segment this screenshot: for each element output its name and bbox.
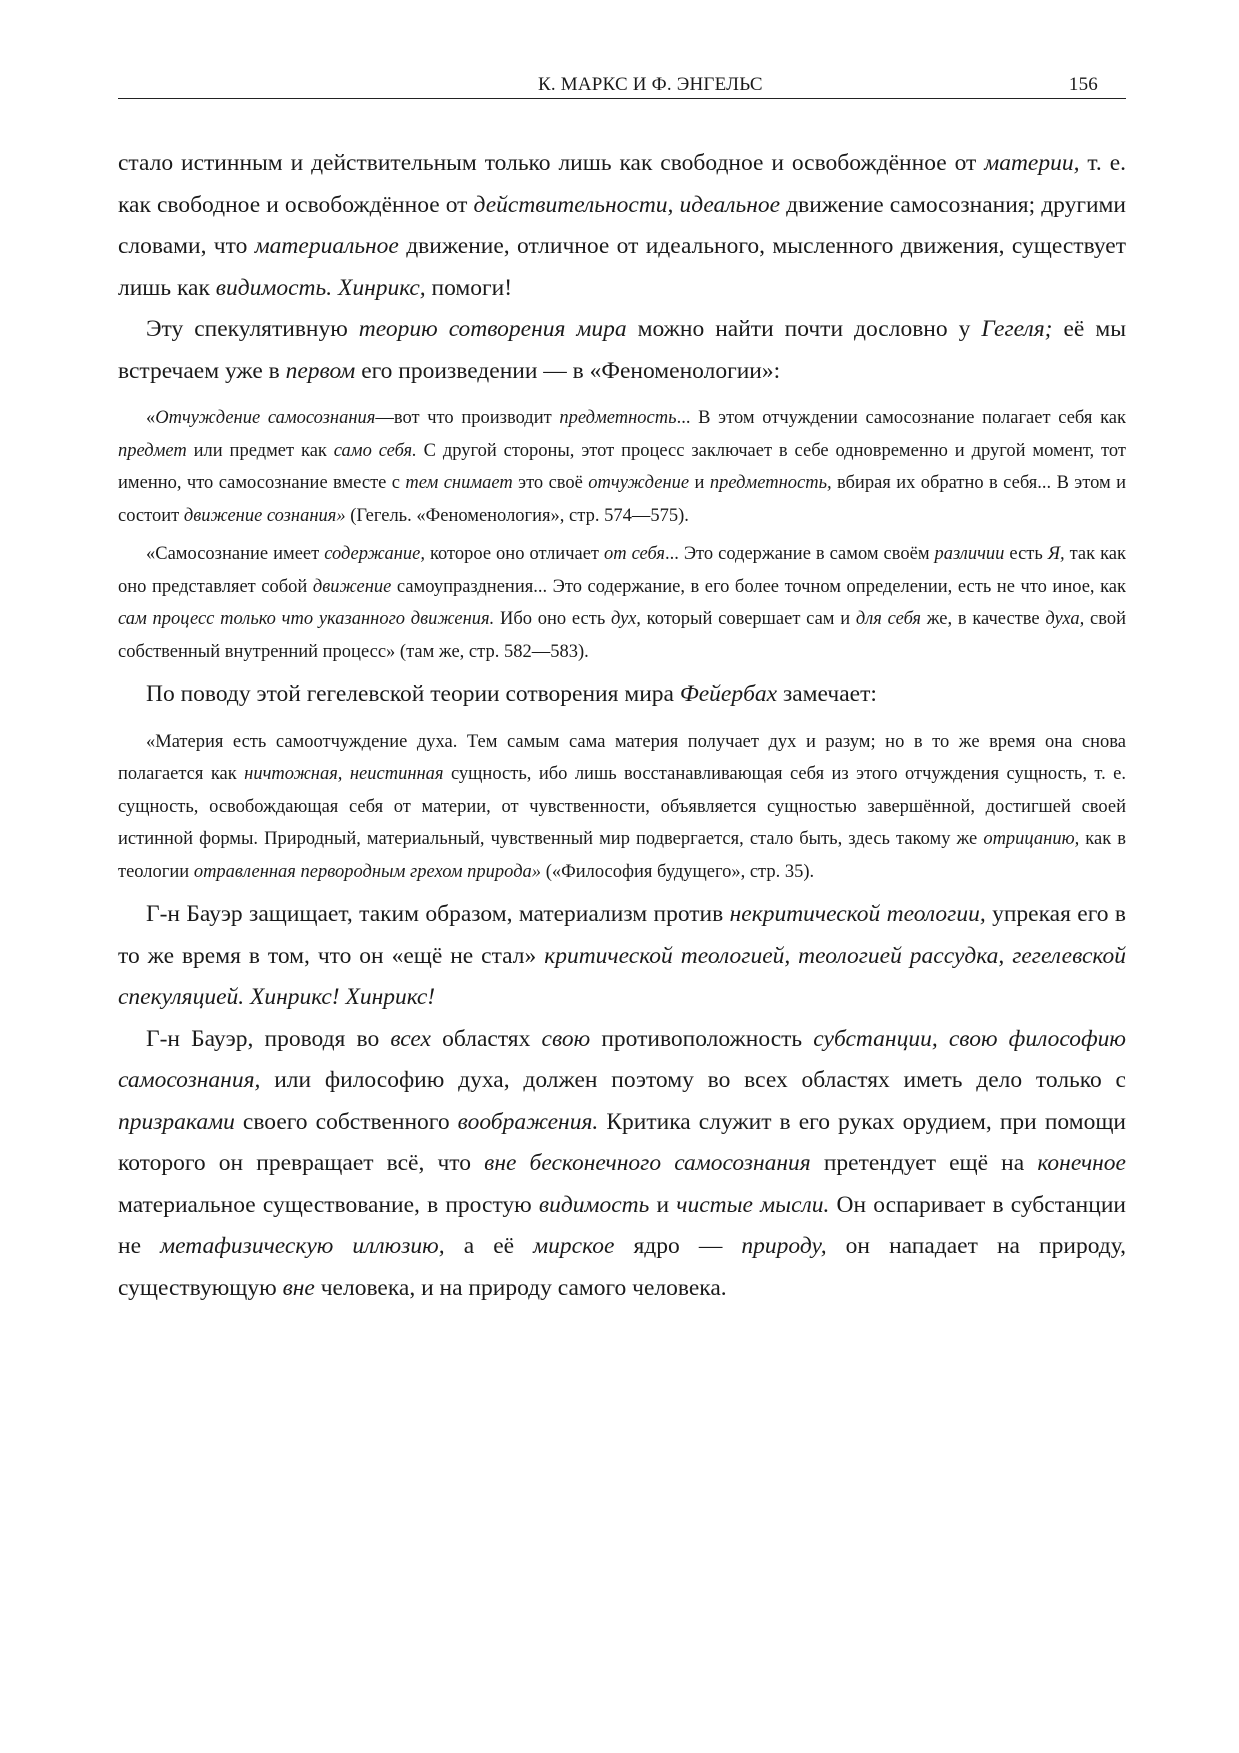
text-run: самоупразднения... Это содержание, в его более точном определении, есть не что иное, как — [391, 576, 1126, 597]
text-run: —вот что производит — [375, 408, 560, 428]
emphasis-text: всех — [390, 1025, 431, 1052]
emphasis-text: действительности, идеальное — [473, 191, 781, 218]
emphasis-text: само себя. — [333, 440, 417, 461]
text-run: вбирая их обратно в себя... В этом и состоит — [118, 473, 1126, 526]
emphasis-text: движение — [312, 576, 392, 597]
emphasis-text: предметность — [559, 408, 677, 428]
paragraph — [118, 894, 1126, 1019]
paragraph — [118, 143, 1126, 309]
text-run: ... Это содержание в самом своём — [664, 544, 935, 564]
emphasis-text: содержание, — [324, 544, 426, 564]
text-run: есть — [1004, 544, 1048, 564]
text-run: или философию духа, должен поэтому во всех областях иметь дело только с — [260, 1067, 1126, 1093]
text-run: противоположность — [590, 1025, 814, 1052]
block-quote — [118, 726, 1126, 889]
text-run: (Гегель. «Феноменология», стр. 574—575). — [345, 505, 689, 526]
text-run: движение самосознания; другими словами, что — [118, 191, 1127, 259]
text-run: помоги! — [425, 274, 513, 301]
emphasis-text: видимость. Хинрикс, — [215, 274, 426, 301]
emphasis-text: вне бесконечного самосознания — [484, 1150, 811, 1176]
emphasis-text: различии — [934, 544, 1005, 564]
emphasis-text: отрицанию, — [983, 829, 1080, 849]
text-run: Г-н Бауэр защищает, таким образом, материализм против — [146, 901, 730, 927]
text-run: движение, отличное от идеального, мысленного движения, существует лишь как — [118, 233, 1127, 301]
text-run: «Самосознание имеет — [146, 544, 325, 564]
emphasis-text: чистые мысли. — [676, 1191, 830, 1218]
text-run: «Материя есть самоотчуждение духа. Тем самым сама материя получает дух и разум; но в то же время она снова полагается как — [118, 731, 1126, 784]
emphasis-text: первом — [285, 357, 356, 384]
emphasis-text: тем снимает — [405, 473, 513, 493]
emphasis-text: природу, — [741, 1233, 827, 1259]
emphasis-text: отчуждение — [588, 473, 690, 493]
text-run: своего собственного — [234, 1108, 458, 1135]
emphasis-text: ничтожная, неистинная — [244, 764, 444, 784]
emphasis-text: дух, — [611, 609, 641, 629]
text-run: это своё — [512, 473, 589, 493]
emphasis-text: теорию сотворения мира — [358, 316, 627, 342]
block-quote — [118, 538, 1126, 668]
emphasis-text: критической теологией, теологией рассудка, гегелевской спекуляцией. Хинрикс! Хинрикс! — [118, 942, 1126, 1010]
text-run: свой собственный внутренний процесс» (там же, стр. 582—583). — [118, 609, 1126, 662]
emphasis-text: метафизическую иллюзию, — [160, 1233, 445, 1259]
text-run: и — [689, 473, 710, 493]
text-run: Г-н Бауэр, проводя во — [146, 1025, 391, 1052]
emphasis-text: мирское — [533, 1233, 615, 1259]
text-run: же, в качестве — [921, 609, 1046, 629]
text-run: материальное существование, в простую — [118, 1191, 539, 1218]
text-run: претендует ещё на — [810, 1150, 1038, 1176]
text-run: который совершает сам и — [640, 609, 856, 629]
emphasis-text: предметность, — [709, 473, 832, 493]
emphasis-text: конечное — [1037, 1150, 1126, 1176]
paragraph — [118, 674, 1126, 716]
text-run: Ибо оно есть — [494, 609, 611, 629]
emphasis-text: отравленная первородным грехом природа» — [193, 861, 542, 882]
running-title: К. МАРКС И Ф. ЭНГЕЛЬС — [538, 74, 763, 95]
emphasis-text: Я, — [1047, 544, 1065, 564]
text-run: ядро — — [614, 1233, 742, 1259]
emphasis-text: для себя — [855, 609, 922, 629]
emphasis-text: предмет — [118, 440, 187, 461]
block-quote — [118, 402, 1126, 532]
text-run: или предмет как — [186, 440, 334, 461]
text-run: Критика служит в его руках орудием, при помощи которого он превращает всё, что — [118, 1108, 1126, 1176]
text-run: её мы встречаем уже в — [118, 316, 1126, 384]
page-content — [118, 143, 1126, 1309]
text-run: « — [146, 408, 156, 428]
text-run: а её — [444, 1233, 534, 1259]
text-run: и — [649, 1191, 677, 1218]
text-run: Эту спекулятивную — [146, 316, 359, 342]
text-run: человека, и на природу самого человека. — [314, 1274, 727, 1301]
text-run: которое оно отличает — [425, 544, 604, 564]
emphasis-text: Отчуждение самосознания — [155, 408, 376, 428]
text-run: сущность, ибо лишь восстанавливающая себя из этого отчуждения сущность, т. е. сущность, освобождающая себя от материи, от чувственности, объявляется сущностью завершённой, достигшей своей истинной формы. Природный, материальный, чувственный мир подвергается, стало быть, здесь такому же — [118, 764, 1126, 849]
paragraph — [118, 1019, 1126, 1310]
emphasis-text: духа, — [1045, 609, 1085, 629]
text-run: областях — [430, 1025, 542, 1052]
emphasis-text: материи, — [984, 150, 1080, 176]
text-run: он нападает на природу, существующую — [118, 1233, 1127, 1301]
emphasis-text: материальное — [254, 233, 399, 259]
emphasis-text: Фейербах — [679, 681, 778, 707]
emphasis-text: некритической теологии, — [729, 901, 986, 927]
text-run: Он оспаривает в субстанции не — [118, 1191, 1126, 1259]
emphasis-text: призраками — [118, 1108, 235, 1135]
text-run: По поводу этой гегелевской теории сотворения мира — [146, 681, 680, 707]
text-run: ... В этом отчуждении самосознание полагает себя как — [676, 408, 1126, 428]
text-run: («Философия будущего», стр. 35). — [541, 861, 815, 882]
emphasis-text: сам процесс только что указанного движения. — [118, 609, 495, 629]
document-page — [118, 72, 1126, 1309]
running-header — [118, 72, 1126, 99]
text-run: упрекая его в то же время в том, что он «ещё не стал» — [118, 901, 1126, 969]
emphasis-text: субстанции, свою философию самосознания, — [118, 1025, 1126, 1093]
emphasis-text: свою — [541, 1025, 591, 1052]
emphasis-text: движение сознания» — [183, 505, 346, 526]
text-run: как в теологии — [118, 829, 1126, 882]
text-run: можно найти почти дословно у — [626, 316, 982, 342]
text-run: так как оно представляет собой — [118, 544, 1126, 597]
text-run: С другой стороны, этот процесс заключает в себе одновременно и другой момент, тот именно, что самосознание вместе с — [118, 440, 1126, 493]
emphasis-text: вне — [282, 1274, 315, 1301]
paragraph — [118, 309, 1126, 392]
emphasis-text: от себя — [604, 544, 665, 564]
text-run: замечает: — [777, 681, 877, 707]
text-run: стало истинным и действительным только лишь как свободное и освобождённое от — [118, 150, 985, 176]
emphasis-text: видимость — [538, 1191, 650, 1218]
emphasis-text: воображения. — [457, 1108, 599, 1135]
text-run: его произведении — в «Феноменологии»: — [355, 357, 781, 384]
text-run: т. е. как свободное и освобождённое от — [118, 150, 1126, 218]
page-number: 156 — [1068, 74, 1098, 95]
emphasis-text: Гегеля; — [981, 316, 1053, 342]
